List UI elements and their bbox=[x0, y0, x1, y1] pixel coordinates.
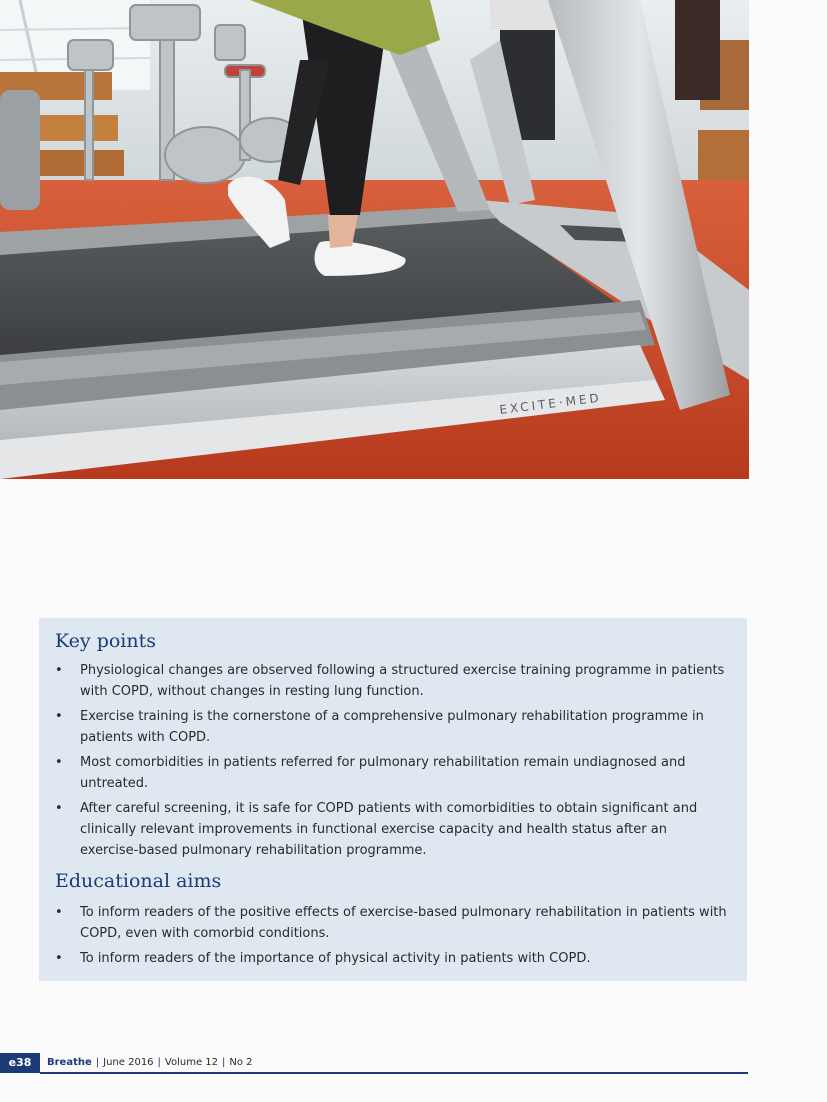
key-point-text: After careful screening, it is safe for COPD patients with comorbidities to obtain significant and clinically relevant improvements in functional exercise capacity and health status after an exercise-based pulmonary rehabilitation programme. bbox=[80, 801, 698, 858]
footer-meta bbox=[47, 1053, 253, 1073]
bullet-icon: • bbox=[55, 801, 63, 816]
issue-number: No 2 bbox=[229, 1057, 253, 1068]
key-points-panel bbox=[39, 618, 747, 981]
bullet-icon: • bbox=[55, 663, 63, 678]
list-item bbox=[55, 902, 729, 944]
key-points-list bbox=[55, 660, 729, 861]
separator: | bbox=[157, 1057, 161, 1068]
bullet-icon: • bbox=[55, 905, 63, 920]
list-item bbox=[55, 660, 729, 702]
list-item bbox=[55, 706, 729, 748]
key-point-text: Exercise training is the cornerstone of a comprehensive pulmonary rehabilitation programme in patients with COPD. bbox=[80, 709, 704, 745]
list-item bbox=[55, 798, 729, 861]
issue-date: June 2016 bbox=[103, 1057, 154, 1068]
list-item bbox=[55, 752, 729, 794]
footer-rule bbox=[40, 1072, 748, 1074]
educational-aims-title: Educational aims bbox=[55, 870, 222, 892]
treadmill-photo bbox=[0, 0, 749, 479]
journal-name: Breathe bbox=[47, 1057, 92, 1068]
key-point-text: Most comorbidities in patients referred for pulmonary rehabilitation remain undiagnosed and untreated. bbox=[80, 755, 686, 791]
page-number: e38 bbox=[0, 1053, 40, 1073]
aim-text: To inform readers of the positive effects of exercise-based pulmonary rehabilitation in patients with COPD, even with comorbid conditions. bbox=[80, 905, 727, 941]
list-item bbox=[55, 948, 729, 969]
key-point-text: Physiological changes are observed following a structured exercise training programme in patients with COPD, without changes in resting lung function. bbox=[80, 663, 725, 699]
brand-text: EXCITE·MED bbox=[498, 390, 603, 417]
page-footer bbox=[0, 1053, 748, 1075]
educational-aims-list bbox=[55, 902, 729, 969]
separator: | bbox=[222, 1057, 226, 1068]
bullet-icon: • bbox=[55, 951, 63, 966]
bullet-icon: • bbox=[55, 709, 63, 724]
key-points-title: Key points bbox=[55, 630, 157, 652]
separator: | bbox=[95, 1057, 100, 1068]
aim-text: To inform readers of the importance of physical activity in patients with COPD. bbox=[80, 951, 591, 966]
bullet-icon: • bbox=[55, 755, 63, 770]
volume: Volume 12 bbox=[164, 1057, 219, 1068]
